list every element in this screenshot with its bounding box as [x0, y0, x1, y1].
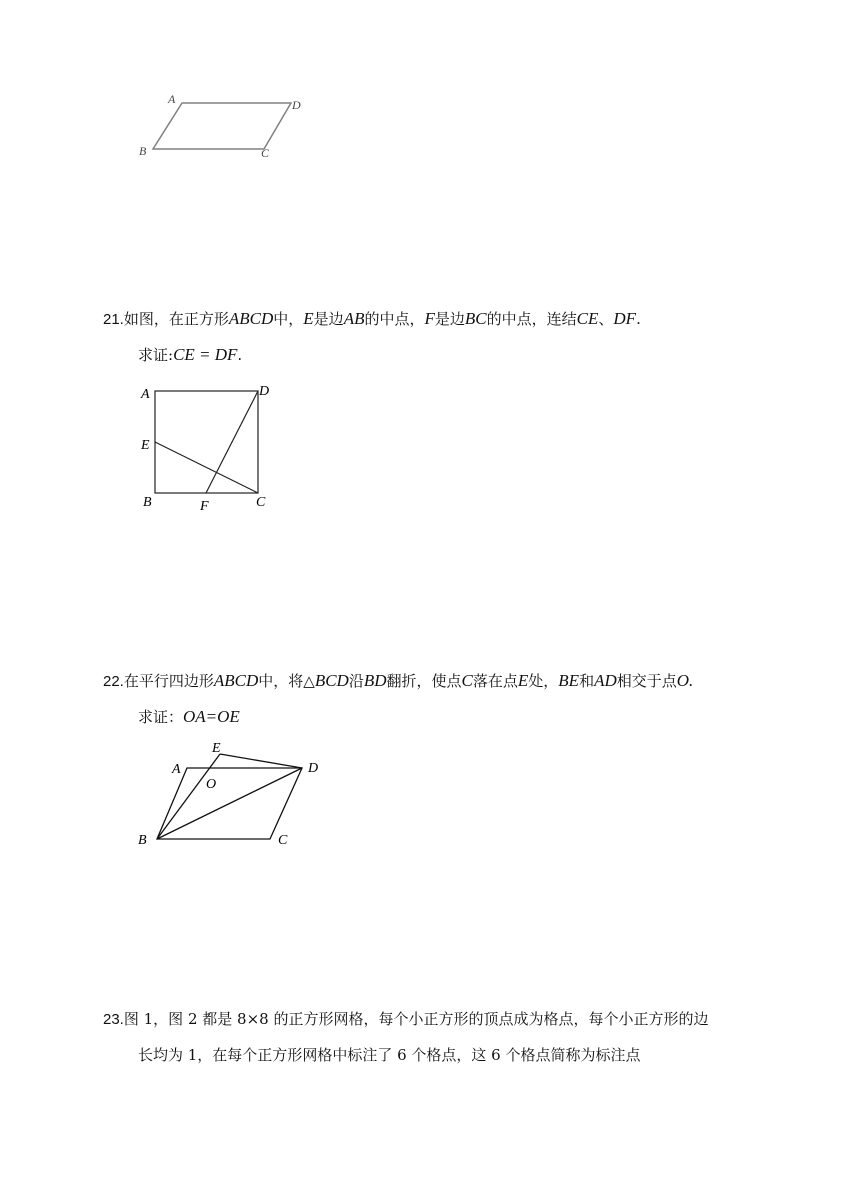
- label-b: B: [143, 495, 152, 510]
- label-a: A: [141, 387, 150, 402]
- segment-df: [206, 391, 258, 493]
- question-number: 21.: [103, 311, 124, 328]
- square-figure-q21: [135, 378, 285, 518]
- question-22-proof: 求证：OA=OE: [138, 707, 240, 726]
- label-c: C: [256, 495, 266, 510]
- label-d: D: [292, 98, 301, 112]
- segment-ed: [220, 754, 302, 768]
- label-f: F: [200, 499, 209, 514]
- parallelogram-figure-top: [130, 88, 310, 163]
- label-a: A: [168, 92, 176, 106]
- question-21-text: 21.如图，在正方形ABCD中，E是边AB的中点，F是边BC的中点，连结CE、DF.: [103, 309, 641, 328]
- label-d: D: [259, 384, 270, 399]
- label-c: C: [261, 146, 270, 160]
- parallelogram-fold-figure-q22: [130, 735, 340, 855]
- label-d: D: [308, 761, 319, 776]
- square-abcd-shape: [155, 391, 258, 493]
- question-23-line2: 长均为 1，在每个正方形网格中标注了 6 个格点，这 6 个格点简称为标注点: [138, 1046, 641, 1064]
- question-number: 23.: [103, 1011, 124, 1028]
- question-number: 22.: [103, 673, 124, 690]
- question-23-line1: 23.图 1，图 2 都是 8×8 的正方形网格，每个小正方形的顶点成为格点，每个小正方形的边: [103, 1010, 709, 1028]
- label-c: C: [278, 833, 288, 848]
- label-e: E: [141, 438, 150, 453]
- question-21-proof: 求证:CE = DF.: [138, 345, 243, 364]
- label-b: B: [138, 833, 147, 848]
- label-o: O: [206, 777, 217, 792]
- segment-be: [157, 754, 220, 839]
- diagonal-bd: [157, 768, 302, 839]
- segment-ce: [155, 442, 258, 493]
- parallelogram-abcd-shape: [153, 103, 291, 149]
- label-e: E: [212, 741, 221, 756]
- question-22-text: 22.在平行四边形ABCD中，将△BCD沿BD翻折，使点C落在点E处，BE和AD相交于点O.: [103, 671, 694, 690]
- label-b: B: [139, 144, 147, 158]
- label-a: A: [172, 762, 181, 777]
